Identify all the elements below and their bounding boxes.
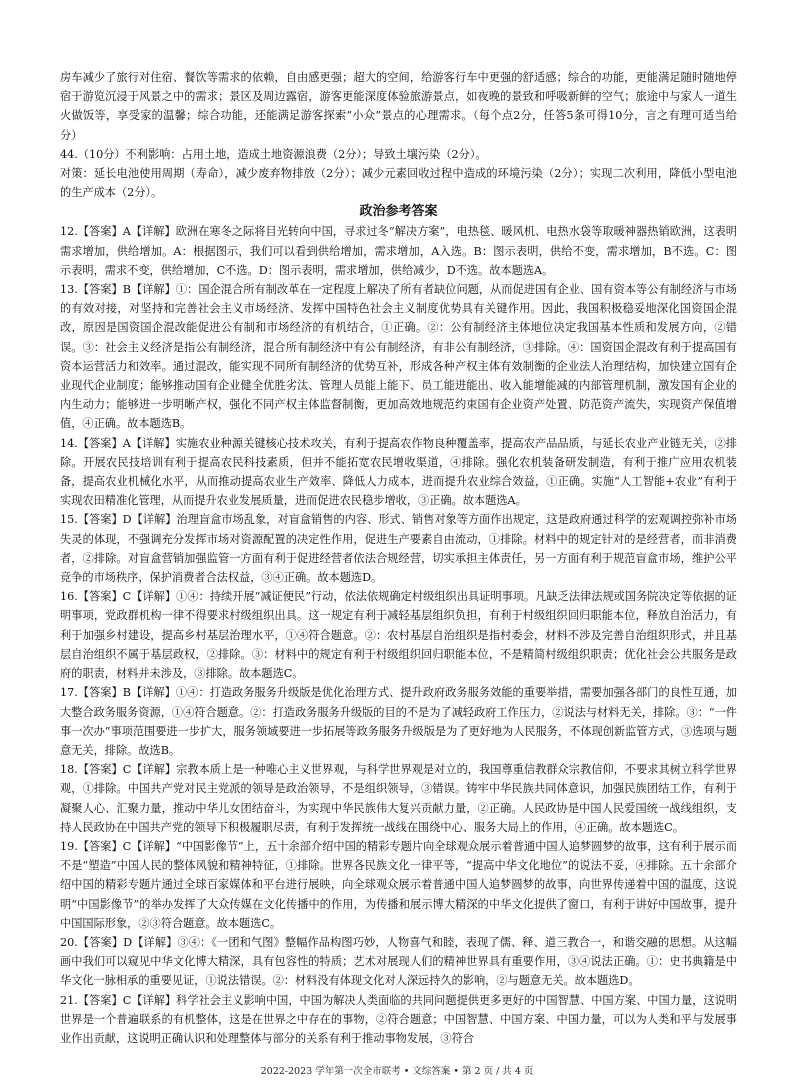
answer-14: 14.【答案】A【详解】实施农业种源关键核心技术攻关，有利于提高农作物良种覆盖率，提高农产品品质，与延长农业产业链无关，②排除。开展农民技培训有利于提高农民科技素质，但并不能拓宽农民增收渠道，④排除。强化农机装备研发制造，有利于推广应用农机装备，提高农业机械化水平，从而推动提高农业生产效率、降低人力成本，进而提升农业综合效益，①正确。实施“人工智能+农业”有利于实现农田精准化管理，从而提升农业发展质量，进而促进农民稳步增收，③正确。故本题选A。	[60, 436, 737, 508]
geo-q43-continuation: 房车减少了旅行对住宿、餐饮等需求的依赖，自由感更强；超大的空间，给游客行车中更强的舒适感；综合的功能，更能满足随时随地停宿于游览沉浸于风景之中的需求；景区及周边露宿，游客更能深度体验旅游景点，如夜晚的景致和呼吸新鲜的空气；旅途中与家人一道生火做饭等，享受家的温馨；综合功能，还能满足游客探索“小众”景点的心理需求。（每个点2分，任答5条可得10分，言之有理可适当给分）	[60, 71, 737, 142]
answer-19: 19.【答案】C【详解】“中国影像节”上，五十余部介绍中国的精彩专题片向全球观众展示着普通中国人追梦圆梦的故事，这有利于展示而不是“塑造”中国人民的整体风貌和精神特征，①排除。世界各民族文化一律平等，“提高中华文化地位”的说法不妥，④排除。五十余部介绍中国的精彩专题片通过全球百家媒体和平台进行展映，向全球观众展示着普通中国人追梦圆梦的故事，向世界传递着中国的温度，这说明“中国影像节”的举办发挥了大众传媒在文化传播中的作用，为传播和展示博大精深的中华文化提供了窗口，有利于讲好中国故事，提升中国国际形象，②③符合题意。故本题选C。	[60, 839, 737, 930]
politics-section-title: 政治参考答案	[359, 204, 438, 220]
answer-16: 16.【答案】C【详解】①④：持续开展“减证便民”行动，依法依规确定村级组织出具证明事项。凡缺乏法律法规或国务院决定等依据的证明事项，党政群机构一律不得要求村级组织出具。这一规定有利于减轻基层组织负担，有利于村级组织回归职能本位，释放自治活力，有利于加强乡村建设，提高乡村基层治理水平，①④符合题意。②：农村基层自治组织是指村委会，材料不涉及完善自治组织形式，并且基层自治组织不属于基层政权，②排除。③：材料中的规定有利于村级组织回归职能本位，不是精简村级组织职责；优化社会公共服务是政府的职责，材料并未涉及，③排除。故本题选C。	[60, 590, 737, 681]
answer-17: 17.【答案】B【详解】①④：打造政务服务升级版是优化治理方式、提升政府政务服务效能的重要举措，需要加强各部门的良性互通，加大整合政务服务资源，①④符合题意。②：打造政务服务升级版的目的不是为了减轻政府工作压力，②说法与材料无关，排除。③：“一件事一次办”事项范围要进一步扩大，服务领域要进一步拓展等政务服务升级版是为了更好地为人民服务，不体现创新监管方式，③选项与题意无关，排除。故选B。	[60, 686, 737, 757]
geo-q44-measures: 对策：延长电池使用周期（寿命），减少废弃物排放（2分）；减少元素回收过程中造成的环境污染（2分）；实现二次利用，降低小型电池的生产成本（2分）。	[60, 167, 737, 200]
page-footer: 2022-2023 学年第一次全市联考 • 文综答案 • 第 2 页 / 共 4 页	[260, 1066, 534, 1077]
answer-12: 12.【答案】A【详解】欧洲在寒冬之际将目光转向中国，寻求过冬“解决方案”，电热毯、暖风机、电热水袋等取暖神器热销欧洲，这表明需求增加，供给增加。A：根据图示，我们可以看到供给增加，需求增加，A入选。B：图示表明，供给不变，需求增加，B不选。C：图示表明，需求不变，供给增加，C不选。D：图示表明，需求增加，供给减少，D不选。故本题选A。	[60, 225, 737, 277]
answer-page	[60, 68, 737, 1048]
geo-q44-impact: 44.（10分）不利影响：占用土地，造成土地资源浪费（2分）；导致土壤污染（2分）。	[60, 147, 487, 161]
answer-13: 13.【答案】B【详解】①：国企混合所有制改革在一定程度上解决了所有者缺位问题，从而促进国有企业、国有资本等公有制经济与市场的有效对接，对坚持和完善社会主义市场经济、发挥中国特色社会主义制度优势具有关键作用。因此，我国积极稳妥地深化国资国企混改，原因是国资国企混改能促进公有制和市场经济的有机结合，①正确。②：公有制经济主体地位决定我国基本性质和发展方向，②错误。③：社会主义经济是指公有制经济，混合所有制经济中有公有制经济，有非公有制经济，③排除。④：国资国企混改有利于提高国有资本运营活力和效率。通过混改，能实现不同所有制经济的优势互补，形成各种产权主体有效制衡的企业法人治理结构，加快建立国有企业现代企业制度；能够推动国有企业健全优胜劣汰、管理人员能上能下、员工能进能出、收入能增能减的内部管理机制，激发国有企业的内生动力；能够进一步明晰产权，强化不同产权主体监督制衡，更加高效地规范约束国有企业资产处置、防范资产流失，实现资产保值增值，④正确。故本题选B。	[60, 283, 737, 431]
answer-21: 21.【答案】C【详解】科学社会主义影响中国，中国为解决人类面临的共同问题提供更多更好的中国智慧、中国方案、中国力量，这说明世界是一个普遍联系的有机整体，这是在世界之中存在的事物，②符合题意；中国智慧、中国方案、中国力量，可以为人类和平与发展事业作出贡献，这说明正确认识和处理整体与部分的关系有利于推动事物发展，③符合	[60, 993, 737, 1045]
answer-18: 18.【答案】C【详解】宗教本质上是一种唯心主义世界观，与科学世界观是对立的，我国尊重信教群众宗教信仰，不要求其树立科学世界观，①排除。中国共产党对民主党派的领导是政治领导，不是组织领导，③错误。铸牢中华民族共同体意识，加强民族团结工作，有利于凝聚人心、汇聚力量，推动中华儿女团结奋斗，为实现中华民族伟大复兴贡献力量，②正确。人民政协是中国人民爱国统一战线组织，支持人民政协在中国共产党的领导下积极履职尽责，有利于发挥统一战线在围绕中心、服务大局上的作用，④正确。故本题选C。	[60, 763, 737, 834]
answer-15: 15.【答案】D【详解】治理盲盒市场乱象，对盲盒销售的内容、形式、销售对象等方面作出规定，这是政府通过科学的宏观调控弥补市场失灵的体现，不强调充分发挥市场对资源配置的决定性作用，促进生产要素自由流动，①排除。材料中的规定针对的是经营者，而非消费者，②排除。对盲盒营销加强监管一方面有利于促进经营者依法合规经营，切实承担主体责任，另一方面有利于规范盲盒市场，维护公平竞争的市场秩序，保护消费者合法权益，③④正确。故本题选D。	[60, 513, 737, 585]
answer-20: 20.【答案】D【详解】③④：《一团和气图》整幅作品构图巧妙，人物喜气和睦，表现了儒、释、道三教合一，和谐交融的思想。从这幅画中我们可以窥见中华文化博大精深，具有包容性的特质；艺术对展现人们的精神世界具有重要作用，③④说法正确。①：史书典籍是中华文化一脉相承的重要见证，①说法错误。②：材料没有体现文化对人深远持久的影响，②与题意无关。故本题选D。	[60, 935, 737, 988]
